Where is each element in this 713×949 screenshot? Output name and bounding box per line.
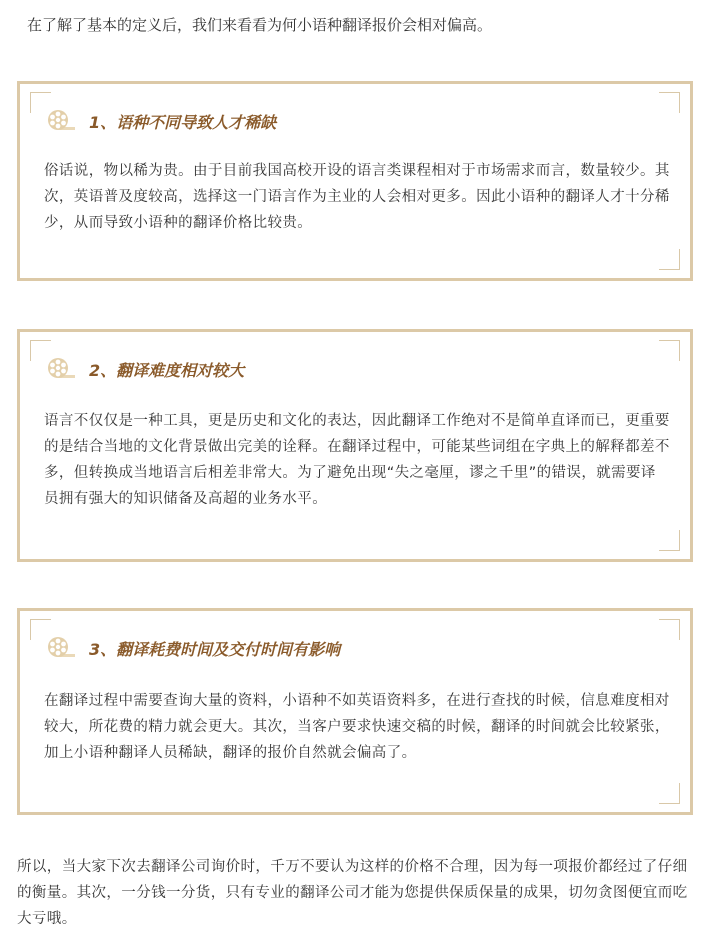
corner-decoration: [659, 530, 680, 551]
closing-paragraph: 所以，当大家下次去翻译公司询价时，千万不要认为这样的价格不合理，因为每一项报价都经过了仔细的衡量。其次，一分钱一分货，只有专业的翻译公司才能为您提供保质保量的成果，切勿贪图便宜而吃大亏哦。: [17, 859, 688, 927]
corner-decoration: [659, 340, 680, 361]
corner-decoration: [659, 783, 680, 804]
section-body: 俗话说，物以稀为贵。由于目前我国高校开设的语言类课程相对于市场需求而言，数量较少。其次，英语普及度较高，选择这一门语言作为主业的人会相对更多。因此小语种的翻译人才十分稀少，从而导致小语种的翻译价格比较贵。: [44, 163, 670, 231]
section-title: 1、语种不同导致人才稀缺: [89, 112, 277, 132]
film-reel-icon: [45, 635, 79, 661]
section-body: 在翻译过程中需要查询大量的资料，小语种不如英语资料多，在进行查找的时候，信息难度相对较大，所花费的精力就会更大。其次，当客户要求快速交稿的时候，翻译的时间就会比较紧张，加上小语种翻译人员稀缺，翻译的报价自然就会偏高了。: [44, 693, 670, 761]
corner-decoration: [659, 249, 680, 270]
section-header: [45, 633, 340, 663]
section-card-1: [17, 81, 693, 281]
section-card-3: [17, 608, 693, 815]
section-header: [45, 106, 276, 136]
corner-decoration: [659, 619, 680, 640]
section-title: 3、翻译耗费时间及交付时间有影响: [89, 639, 341, 659]
film-reel-icon: [45, 108, 79, 134]
section-header: [45, 354, 244, 384]
section-body: 语言不仅仅是一种工具，更是历史和文化的表达，因此翻译工作绝对不是简单直译而已，更重要的是结合当地的文化背景做出完美的诠释。在翻译过程中，可能某些词组在字典上的解释都差不多，但转换成当地语言后相差非常大。为了避免出现“失之毫厘，谬之千里”的错误，就需要译员拥有强大的知识储备及高超的业务水平。: [44, 413, 670, 507]
intro-paragraph: 在了解了基本的定义后，我们来看看为何小语种翻译报价会相对偏高。: [27, 16, 493, 34]
film-reel-icon: [45, 356, 79, 382]
section-title: 2、翻译难度相对较大: [89, 360, 245, 380]
corner-decoration: [659, 92, 680, 113]
section-card-2: [17, 329, 693, 562]
